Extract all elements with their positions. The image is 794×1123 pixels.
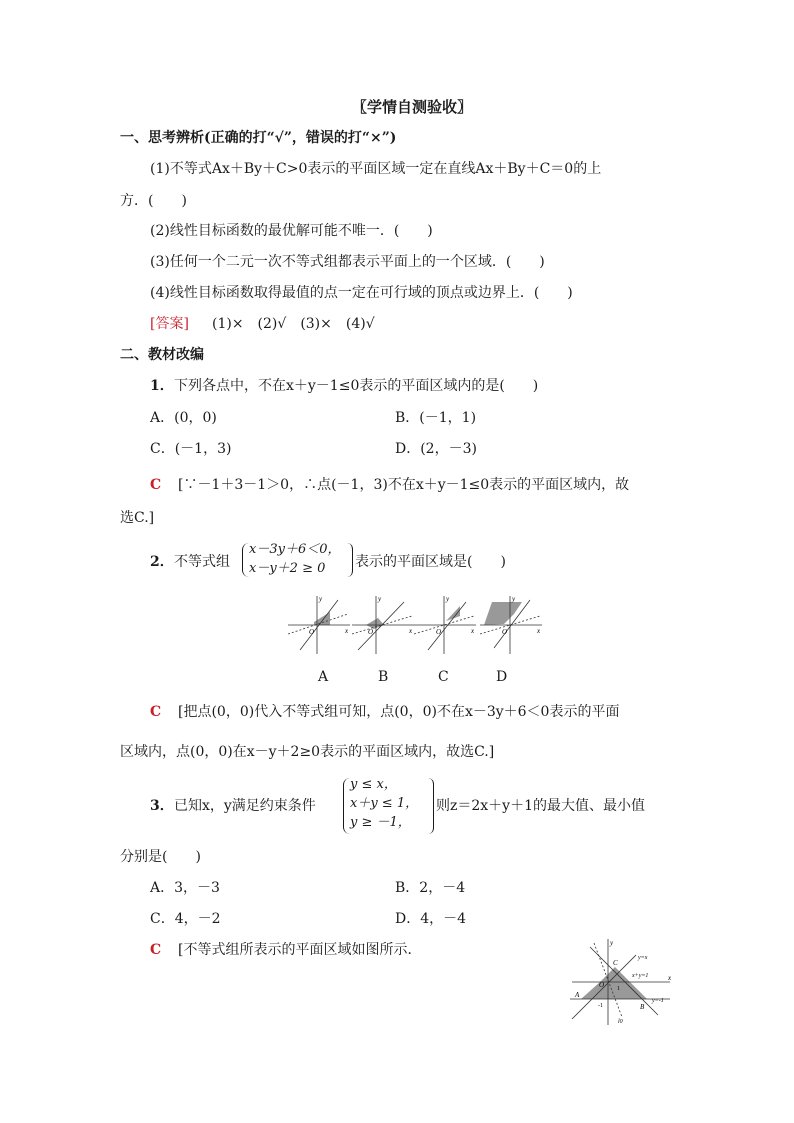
q1-option-a: A．(0，0) (150, 410, 217, 426)
q2-solution-line2: 区域内，点(0，0)在x－y＋2≥0表示的平面区域内，故选C.] (120, 744, 495, 760)
part2-title: 二、教材改编 (120, 347, 204, 363)
q2-figure-label-c: C (438, 669, 449, 685)
answer-tag: [答案] (150, 316, 189, 332)
q3-solution-line1: [不等式组所表示的平面区域如图所示． (178, 942, 422, 958)
q1-option-d: D．(2，－3) (395, 441, 477, 457)
q3-fig-label-a: A (575, 991, 580, 999)
svg-text:x: x (471, 627, 475, 635)
q2-answer-letter: C (150, 704, 162, 720)
q3-stem-cont: 分别是( ) (120, 849, 201, 865)
svg-text:x: x (537, 627, 541, 635)
svg-text:O: O (436, 628, 442, 636)
q3-fig-label-o: O (599, 981, 605, 989)
q3-fig-label-xy1: x+y=1 (632, 973, 649, 979)
q2-figure-d (480, 594, 546, 656)
q2-figure-label-a: A (318, 669, 329, 685)
q3-post: 则z＝2x＋y＋1的最大值、最小值 (436, 798, 645, 814)
part1-item-1: (1)不等式Ax＋By＋C>0表示的平面区域一定在直线Ax＋By＋C＝0的上 (150, 161, 602, 177)
q3-fig-label-b: B (640, 1003, 645, 1011)
q3-right-brace (428, 778, 434, 834)
q3-fig-label-l0: l0 (618, 1019, 623, 1025)
svg-text:y: y (319, 595, 323, 603)
q1-stem: 下列各点中，不在x＋y－1≤0表示的平面区域内的是( ) (174, 378, 539, 394)
q1-number: 1． (150, 378, 174, 394)
part1-item-3: (3)任何一个二元一次不等式组都表示平面上的一个区域．( ) (150, 254, 545, 270)
q2-left-brace (242, 543, 249, 577)
q3-fig-label-c: C (613, 959, 618, 967)
q1-option-b: B．(－1，1) (395, 410, 477, 426)
svg-text:O: O (309, 628, 315, 636)
svg-text:y: y (378, 595, 382, 603)
q2-system-line2: x－y＋2 ≥ 0 (249, 561, 326, 576)
part1-item-2: (2)线性目标函数的最优解可能不唯一．( ) (150, 223, 433, 239)
q2-pre: 不等式组 (174, 554, 230, 570)
shaded-region (484, 602, 522, 625)
q3-option-a: A．3，－3 (150, 880, 220, 896)
q3-fig-label-minus1: -1 (598, 1003, 603, 1009)
svg-text:y: y (512, 595, 516, 603)
q3-fig-label-y: y (610, 939, 614, 947)
q1-solution-line2: 选C.] (120, 510, 155, 526)
q3-fig-label-x: x (668, 974, 672, 982)
section-header: 〖学情自测验收〗 (352, 98, 473, 116)
q2-figure-a (288, 594, 354, 656)
part1-item-4: (4)线性目标函数取得最值的点一定在可行域的顶点或边界上．( ) (150, 285, 573, 301)
q1-solution-line1: [∵－1＋3－1＞0，∴点(－1，3)不在x＋y－1≤0表示的平面区域内，故 (178, 477, 630, 493)
q3-option-c: C．4，－2 (150, 911, 221, 927)
q3-fig-label-ym1: y=-1 (652, 998, 664, 1004)
q2-system-line1: x－3y＋6＜0， (249, 542, 341, 557)
q2-figure-label-d: D (496, 669, 508, 685)
q1-answer-letter: C (150, 477, 162, 493)
q2-figure-b (352, 594, 418, 656)
svg-text:x: x (409, 627, 413, 635)
q1-option-c: C．(－1，3) (150, 441, 232, 457)
q3-pre: 已知x，y满足约束条件 (174, 798, 316, 814)
q3-fig-label-1: 1 (617, 986, 620, 992)
part1-item-1-cont: 方．( ) (120, 193, 187, 209)
q2-figure-c (414, 594, 480, 656)
q3-figure (570, 937, 678, 1027)
q2-number: 2． (150, 554, 174, 570)
q2-solution-line1: [把点(0，0)代入不等式组可知，点(0，0)不在x－3y＋6＜0表示的平面 (178, 704, 620, 720)
q3-left-brace (343, 778, 350, 834)
svg-text:O: O (368, 628, 374, 636)
q2-post: 表示的平面区域是( ) (355, 554, 506, 570)
svg-text:y: y (446, 595, 450, 603)
q3-answer-letter: C (150, 942, 162, 958)
q3-option-b: B．2，－4 (395, 880, 466, 896)
q3-fig-label-yx: y=x (638, 955, 648, 961)
svg-text:O: O (502, 628, 508, 636)
svg-text:x: x (345, 627, 349, 635)
q2-right-brace (347, 543, 353, 577)
q3-option-d: D．4，－4 (395, 911, 467, 927)
part1-title: 一、思考辨析(正确的打“√”，错误的打“×”) (120, 130, 397, 146)
q3-system-line3: y ≥ －1， (350, 815, 411, 830)
q3-system-line2: x＋y ≤ 1， (350, 796, 419, 811)
q3-system-line1: y ≤ x， (350, 777, 397, 792)
q3-number: 3． (150, 798, 174, 814)
q2-figure-label-b: B (378, 669, 389, 685)
answer-text: (1)× (2)√ (3)× (4)√ (212, 316, 375, 332)
